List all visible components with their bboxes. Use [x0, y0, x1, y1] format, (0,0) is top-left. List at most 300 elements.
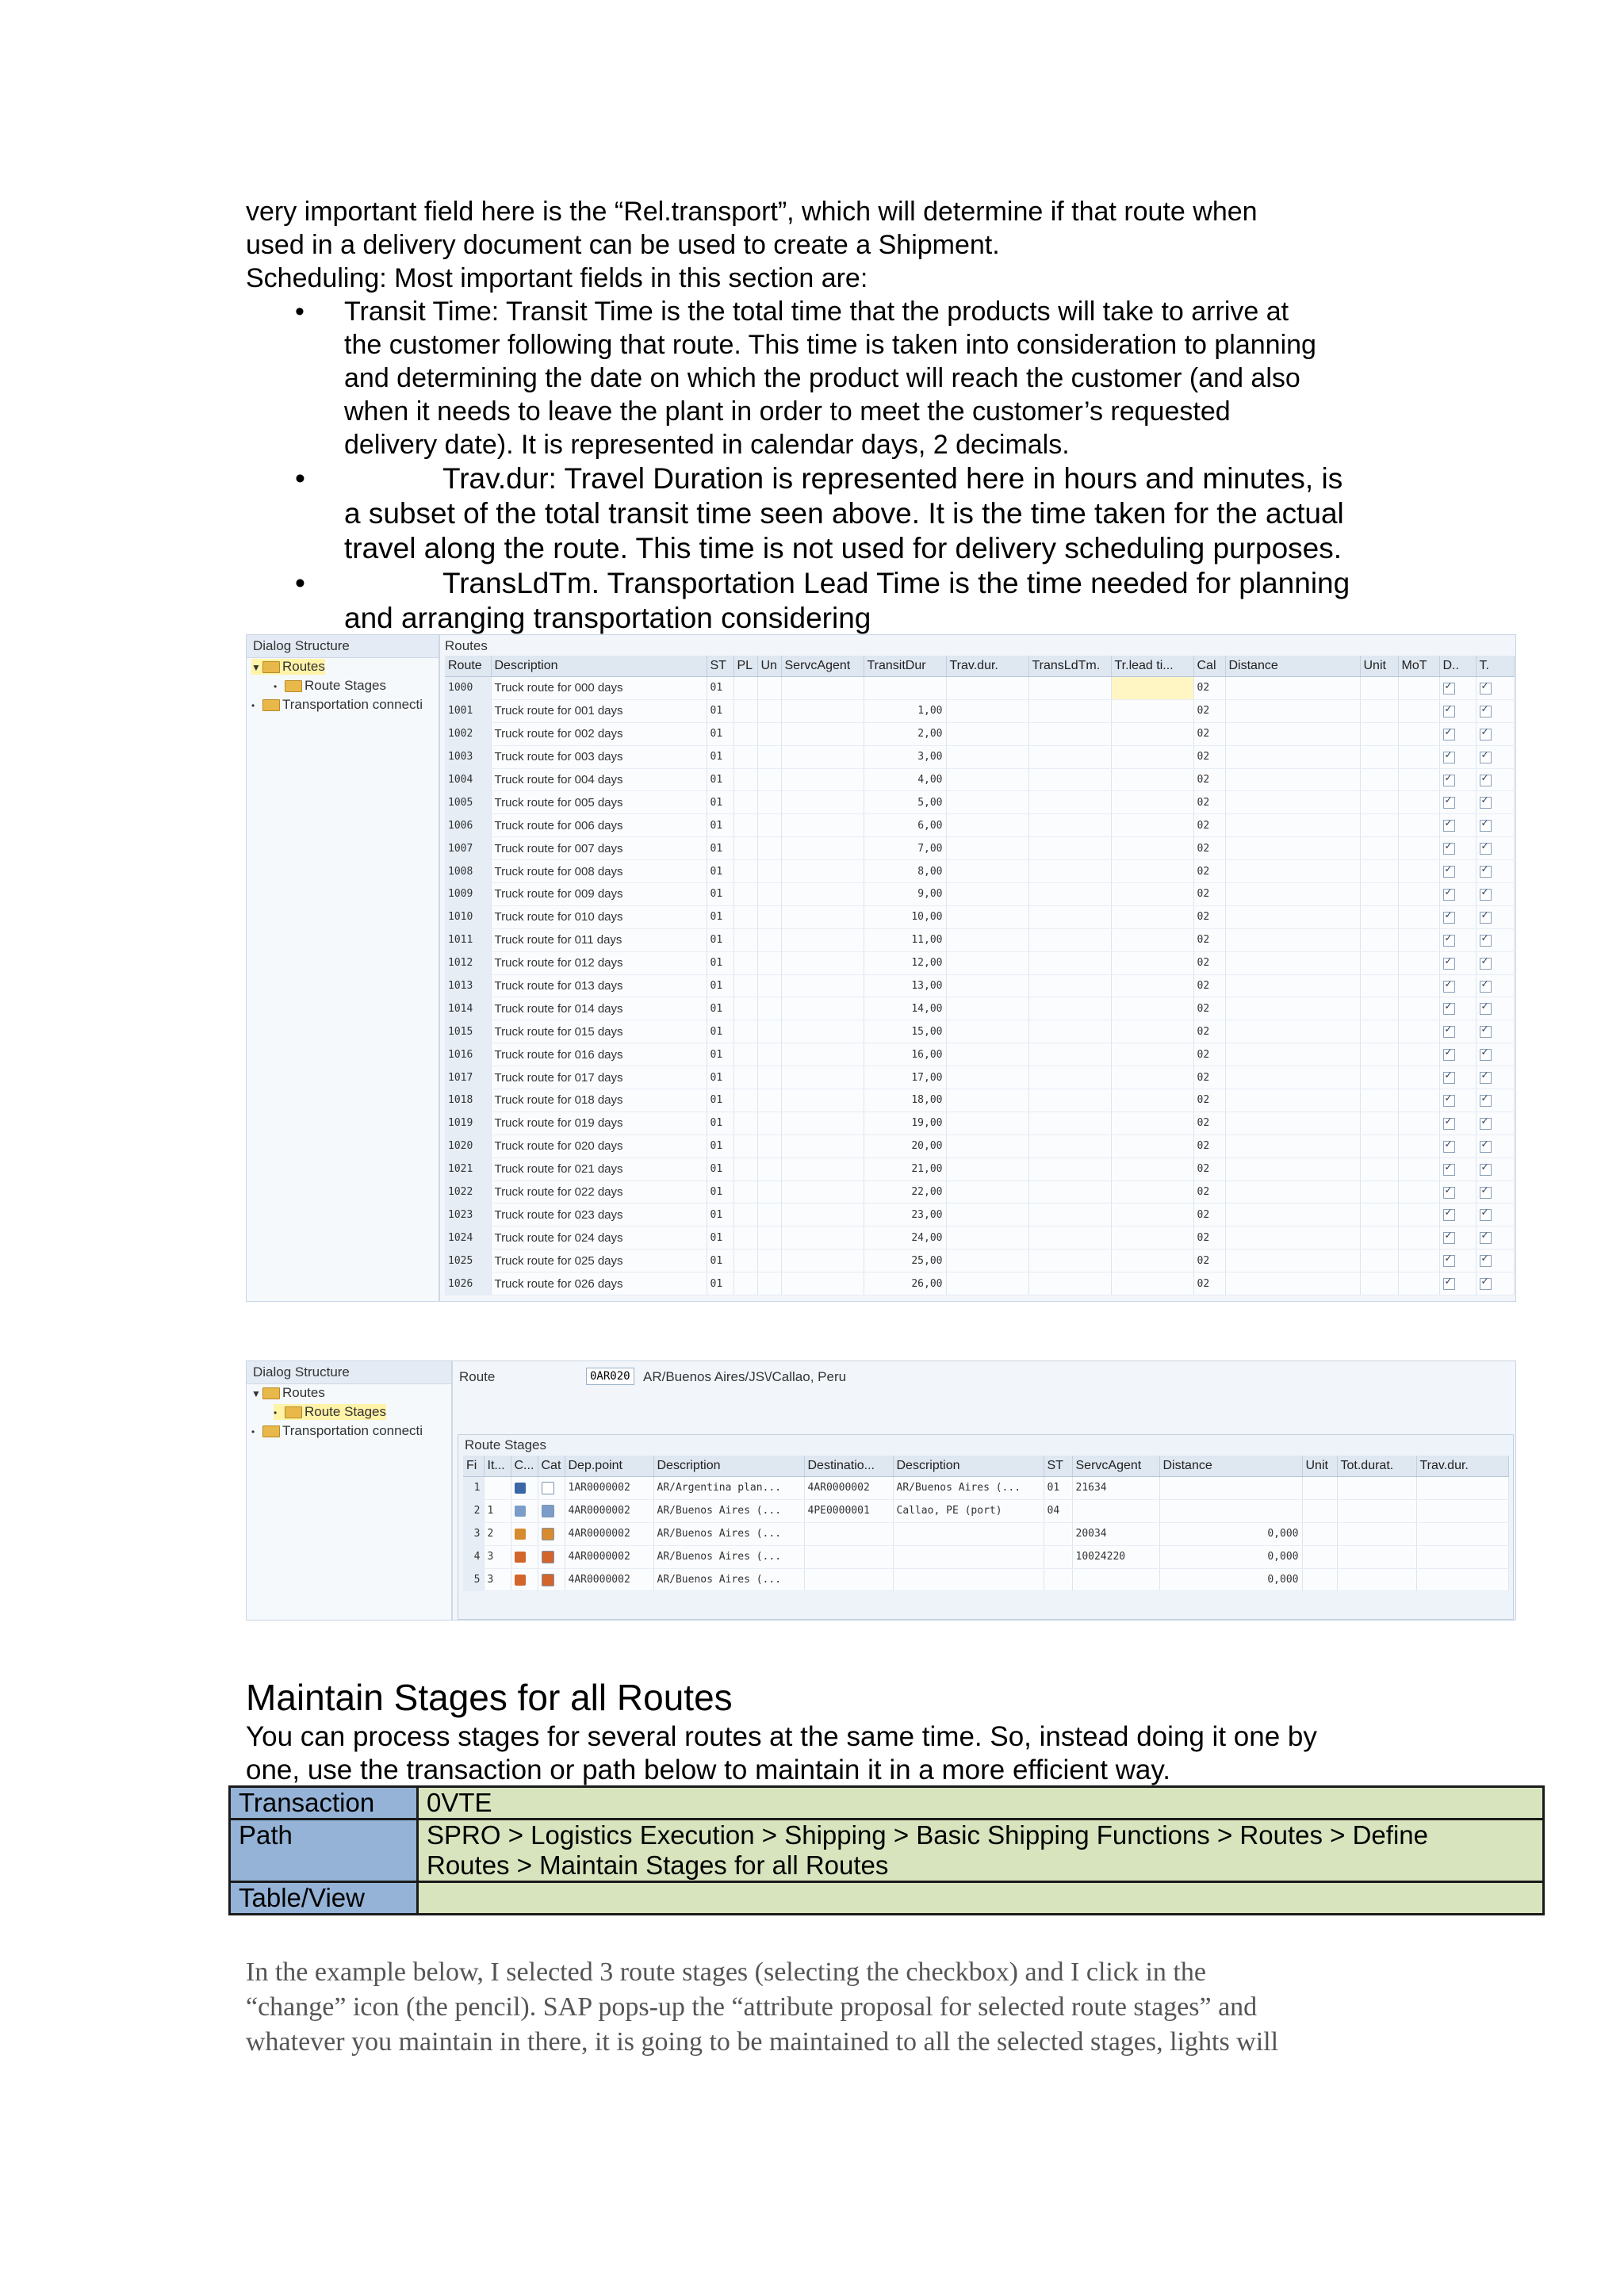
route-cell[interactable]: 1008	[445, 860, 491, 883]
pl-cell[interactable]	[733, 1043, 757, 1066]
travdur-cell[interactable]	[946, 1043, 1028, 1066]
cal-cell[interactable]: 02	[1193, 1089, 1225, 1112]
description-cell[interactable]: AR/Buenos Aires (...	[653, 1499, 804, 1522]
d-checkbox-cell[interactable]	[1439, 1112, 1476, 1135]
unit-cell[interactable]	[1360, 997, 1398, 1020]
pl-cell[interactable]	[733, 883, 757, 906]
table-row[interactable]	[445, 791, 1514, 814]
trleadtime-cell[interactable]	[1111, 1135, 1193, 1158]
servcagent-cell[interactable]	[781, 677, 864, 700]
transldtm-cell[interactable]	[1028, 814, 1111, 837]
checkbox[interactable]	[1480, 820, 1492, 832]
pl-cell[interactable]	[733, 1226, 757, 1249]
trleadtime-cell[interactable]	[1111, 1089, 1193, 1112]
destination-description-cell[interactable]: AR/Buenos Aires (...	[893, 1477, 1044, 1500]
distance-cell[interactable]	[1225, 928, 1360, 951]
unit-cell[interactable]	[1360, 905, 1398, 928]
cal-cell[interactable]: 02	[1193, 699, 1225, 722]
column-header[interactable]: D..	[1439, 656, 1476, 677]
servcagent-cell[interactable]	[781, 1181, 864, 1203]
transitdur-cell[interactable]: 2,00	[864, 722, 946, 745]
st-cell[interactable]: 01	[707, 1089, 733, 1112]
column-header[interactable]: Fi	[463, 1456, 484, 1477]
servcagent-cell[interactable]	[781, 951, 864, 974]
row-number-cell[interactable]: 2	[463, 1499, 484, 1522]
un-cell[interactable]	[757, 1158, 781, 1181]
mot-cell[interactable]	[1398, 860, 1439, 883]
un-cell[interactable]	[757, 837, 781, 860]
table-row[interactable]	[445, 1203, 1514, 1226]
t-checkbox-cell[interactable]	[1476, 745, 1514, 768]
servcagent-cell[interactable]	[1072, 1568, 1159, 1591]
distance-cell[interactable]	[1225, 1226, 1360, 1249]
un-cell[interactable]	[757, 1043, 781, 1066]
t-checkbox-cell[interactable]	[1476, 1226, 1514, 1249]
un-cell[interactable]	[757, 928, 781, 951]
st-cell[interactable]: 01	[707, 699, 733, 722]
cal-cell[interactable]: 02	[1193, 1020, 1225, 1043]
column-header[interactable]: ST	[707, 656, 733, 677]
table-row[interactable]	[445, 1158, 1514, 1181]
mot-cell[interactable]	[1398, 722, 1439, 745]
nav-item-transportation-connection[interactable]: • Transportation connecti	[251, 1423, 423, 1438]
column-header[interactable]: Unit	[1302, 1456, 1337, 1477]
description-cell[interactable]: Truck route for 008 days	[491, 860, 707, 883]
t-checkbox-cell[interactable]	[1476, 699, 1514, 722]
item-cell[interactable]: 2	[484, 1522, 511, 1545]
t-checkbox-cell[interactable]	[1476, 1181, 1514, 1203]
pl-cell[interactable]	[733, 677, 757, 700]
servcagent-cell[interactable]	[781, 722, 864, 745]
unit-cell[interactable]	[1360, 1272, 1398, 1295]
table-row[interactable]	[445, 905, 1514, 928]
t-checkbox-cell[interactable]	[1476, 951, 1514, 974]
st-cell[interactable]: 01	[707, 791, 733, 814]
d-checkbox-cell[interactable]	[1439, 1020, 1476, 1043]
servcagent-cell[interactable]	[781, 768, 864, 791]
checkbox[interactable]	[1443, 889, 1455, 901]
transldtm-cell[interactable]	[1028, 699, 1111, 722]
transldtm-cell[interactable]	[1028, 768, 1111, 791]
unit-cell[interactable]	[1360, 1089, 1398, 1112]
st-cell[interactable]: 01	[707, 1135, 733, 1158]
route-cell[interactable]: 1025	[445, 1249, 491, 1272]
route-cell[interactable]: 1024	[445, 1226, 491, 1249]
servcagent-cell[interactable]	[781, 1226, 864, 1249]
route-cell[interactable]: 1022	[445, 1181, 491, 1203]
distance-cell[interactable]: 0,000	[1159, 1545, 1302, 1568]
transitdur-cell[interactable]: 10,00	[864, 905, 946, 928]
cal-cell[interactable]: 02	[1193, 791, 1225, 814]
column-header[interactable]: Tr.lead ti...	[1111, 656, 1193, 677]
st-cell[interactable]: 01	[707, 1203, 733, 1226]
unit-cell[interactable]	[1360, 814, 1398, 837]
column-header[interactable]: ServcAgent	[1072, 1456, 1159, 1477]
description-cell[interactable]: Truck route for 020 days	[491, 1135, 707, 1158]
travdur-cell[interactable]	[946, 722, 1028, 745]
mot-cell[interactable]	[1398, 1089, 1439, 1112]
travdur-cell[interactable]	[946, 1226, 1028, 1249]
description-cell[interactable]: Truck route for 006 days	[491, 814, 707, 837]
transldtm-cell[interactable]	[1028, 1020, 1111, 1043]
d-checkbox-cell[interactable]	[1439, 837, 1476, 860]
checkbox[interactable]	[1443, 1095, 1455, 1107]
cat-cell[interactable]	[538, 1477, 565, 1500]
mot-cell[interactable]	[1398, 974, 1439, 997]
st-cell[interactable]: 01	[707, 768, 733, 791]
servcagent-cell[interactable]	[781, 1203, 864, 1226]
pl-cell[interactable]	[733, 974, 757, 997]
transitdur-cell[interactable]: 22,00	[864, 1181, 946, 1203]
travdur-cell[interactable]	[946, 1249, 1028, 1272]
transitdur-cell[interactable]: 25,00	[864, 1249, 946, 1272]
transitdur-cell[interactable]: 8,00	[864, 860, 946, 883]
t-checkbox-cell[interactable]	[1476, 814, 1514, 837]
t-checkbox-cell[interactable]	[1476, 1043, 1514, 1066]
column-header[interactable]: PL	[733, 656, 757, 677]
c-cell[interactable]	[511, 1522, 538, 1545]
route-cell[interactable]: 1017	[445, 1066, 491, 1089]
travdur-cell[interactable]	[946, 951, 1028, 974]
unit-cell[interactable]	[1360, 1158, 1398, 1181]
st-cell[interactable]	[1044, 1568, 1072, 1591]
t-checkbox-cell[interactable]	[1476, 677, 1514, 700]
table-row[interactable]	[445, 745, 1514, 768]
cal-cell[interactable]: 02	[1193, 1249, 1225, 1272]
transitdur-cell[interactable]: 7,00	[864, 837, 946, 860]
destination-description-cell[interactable]	[893, 1522, 1044, 1545]
un-cell[interactable]	[757, 699, 781, 722]
unit-cell[interactable]	[1360, 837, 1398, 860]
tot-durat-cell[interactable]	[1337, 1499, 1416, 1522]
checkbox[interactable]	[1443, 1118, 1455, 1130]
item-cell[interactable]: 1	[484, 1499, 511, 1522]
t-checkbox-cell[interactable]	[1476, 1020, 1514, 1043]
t-checkbox-cell[interactable]	[1476, 1272, 1514, 1295]
mot-cell[interactable]	[1398, 951, 1439, 974]
distance-cell[interactable]	[1225, 905, 1360, 928]
d-checkbox-cell[interactable]	[1439, 791, 1476, 814]
checkbox[interactable]	[1443, 1164, 1455, 1176]
unit-cell[interactable]	[1302, 1568, 1337, 1591]
pl-cell[interactable]	[733, 722, 757, 745]
checkbox[interactable]	[1443, 1278, 1455, 1290]
route-cell[interactable]: 1009	[445, 883, 491, 906]
t-checkbox-cell[interactable]	[1476, 997, 1514, 1020]
destination-cell[interactable]	[804, 1545, 893, 1568]
mot-cell[interactable]	[1398, 1112, 1439, 1135]
d-checkbox-cell[interactable]	[1439, 1249, 1476, 1272]
d-checkbox-cell[interactable]	[1439, 1203, 1476, 1226]
pl-cell[interactable]	[733, 951, 757, 974]
unit-cell[interactable]	[1360, 699, 1398, 722]
servcagent-cell[interactable]	[781, 745, 864, 768]
unit-cell[interactable]	[1360, 1135, 1398, 1158]
d-checkbox-cell[interactable]	[1439, 722, 1476, 745]
distance-cell[interactable]	[1225, 1066, 1360, 1089]
cat-cell[interactable]	[538, 1499, 565, 1522]
transitdur-cell[interactable]: 4,00	[864, 768, 946, 791]
servcagent-cell[interactable]	[781, 860, 864, 883]
route-cell[interactable]: 1012	[445, 951, 491, 974]
checkbox[interactable]	[1480, 866, 1492, 878]
description-cell[interactable]: Truck route for 026 days	[491, 1272, 707, 1295]
table-row[interactable]	[445, 928, 1514, 951]
d-checkbox-cell[interactable]	[1439, 1066, 1476, 1089]
un-cell[interactable]	[757, 1020, 781, 1043]
pl-cell[interactable]	[733, 1249, 757, 1272]
distance-cell[interactable]	[1225, 677, 1360, 700]
description-cell[interactable]: Truck route for 025 days	[491, 1249, 707, 1272]
description-cell[interactable]: Truck route for 005 days	[491, 791, 707, 814]
servcagent-cell[interactable]	[781, 1066, 864, 1089]
d-checkbox-cell[interactable]	[1439, 1135, 1476, 1158]
transldtm-cell[interactable]	[1028, 974, 1111, 997]
checkbox[interactable]	[1443, 820, 1455, 832]
cal-cell[interactable]: 02	[1193, 1181, 1225, 1203]
dep-point-cell[interactable]: 4AR0000002	[565, 1545, 653, 1568]
table-row[interactable]	[445, 1112, 1514, 1135]
destination-cell[interactable]	[804, 1522, 893, 1545]
checkbox[interactable]	[1480, 1164, 1492, 1176]
st-cell[interactable]: 01	[707, 860, 733, 883]
row-number-cell[interactable]: 5	[463, 1568, 484, 1591]
description-cell[interactable]: Truck route for 018 days	[491, 1089, 707, 1112]
pl-cell[interactable]	[733, 1066, 757, 1089]
transldtm-cell[interactable]	[1028, 883, 1111, 906]
mot-cell[interactable]	[1398, 1203, 1439, 1226]
t-checkbox-cell[interactable]	[1476, 768, 1514, 791]
distance-cell[interactable]	[1225, 768, 1360, 791]
unit-cell[interactable]	[1360, 860, 1398, 883]
un-cell[interactable]	[757, 1249, 781, 1272]
unit-cell[interactable]	[1360, 677, 1398, 700]
d-checkbox-cell[interactable]	[1439, 768, 1476, 791]
description-cell[interactable]: Truck route for 001 days	[491, 699, 707, 722]
unit-cell[interactable]	[1360, 1066, 1398, 1089]
st-cell[interactable]: 01	[707, 745, 733, 768]
cal-cell[interactable]: 02	[1193, 814, 1225, 837]
st-cell[interactable]: 01	[707, 997, 733, 1020]
tot-durat-cell[interactable]	[1337, 1477, 1416, 1500]
cal-cell[interactable]: 02	[1193, 722, 1225, 745]
un-cell[interactable]	[757, 1226, 781, 1249]
description-cell[interactable]: Truck route for 023 days	[491, 1203, 707, 1226]
description-cell[interactable]: Truck route for 011 days	[491, 928, 707, 951]
mot-cell[interactable]	[1398, 905, 1439, 928]
checkbox[interactable]	[1443, 981, 1455, 993]
cat-cell[interactable]	[538, 1568, 565, 1591]
description-cell[interactable]: Truck route for 007 days	[491, 837, 707, 860]
transitdur-cell[interactable]: 20,00	[864, 1135, 946, 1158]
route-cell[interactable]: 1018	[445, 1089, 491, 1112]
description-cell[interactable]: AR/Argentina plan...	[653, 1477, 804, 1500]
checkbox[interactable]	[1480, 935, 1492, 947]
travdur-cell[interactable]	[946, 1158, 1028, 1181]
trleadtime-cell[interactable]	[1111, 951, 1193, 974]
trleadtime-cell[interactable]	[1111, 1066, 1193, 1089]
cal-cell[interactable]: 02	[1193, 1226, 1225, 1249]
servcagent-cell[interactable]	[781, 905, 864, 928]
transldtm-cell[interactable]	[1028, 1089, 1111, 1112]
pl-cell[interactable]	[733, 814, 757, 837]
column-header[interactable]: C...	[511, 1456, 538, 1477]
column-header[interactable]: Trav.dur.	[946, 656, 1028, 677]
un-cell[interactable]	[757, 1272, 781, 1295]
route-cell[interactable]: 1000	[445, 677, 491, 700]
distance-cell[interactable]	[1159, 1477, 1302, 1500]
route-cell[interactable]: 1011	[445, 928, 491, 951]
mot-cell[interactable]	[1398, 1272, 1439, 1295]
trav-dur-cell[interactable]	[1416, 1545, 1508, 1568]
t-checkbox-cell[interactable]	[1476, 1249, 1514, 1272]
checkbox[interactable]	[1480, 1072, 1492, 1084]
description-cell[interactable]: Truck route for 013 days	[491, 974, 707, 997]
pl-cell[interactable]	[733, 997, 757, 1020]
transldtm-cell[interactable]	[1028, 951, 1111, 974]
trleadtime-cell[interactable]	[1111, 814, 1193, 837]
transitdur-cell[interactable]: 18,00	[864, 1089, 946, 1112]
description-cell[interactable]: AR/Buenos Aires (...	[653, 1545, 804, 1568]
item-cell[interactable]	[484, 1477, 511, 1500]
tot-durat-cell[interactable]	[1337, 1522, 1416, 1545]
servcagent-cell[interactable]	[781, 1043, 864, 1066]
column-header[interactable]: ServcAgent	[781, 656, 864, 677]
cal-cell[interactable]: 02	[1193, 768, 1225, 791]
transldtm-cell[interactable]	[1028, 997, 1111, 1020]
transldtm-cell[interactable]	[1028, 1181, 1111, 1203]
pl-cell[interactable]	[733, 791, 757, 814]
un-cell[interactable]	[757, 1203, 781, 1226]
transldtm-cell[interactable]	[1028, 722, 1111, 745]
mot-cell[interactable]	[1398, 791, 1439, 814]
st-cell[interactable]: 01	[707, 722, 733, 745]
table-row[interactable]	[445, 1249, 1514, 1272]
travdur-cell[interactable]	[946, 1020, 1028, 1043]
travdur-cell[interactable]	[946, 997, 1028, 1020]
unit-cell[interactable]	[1360, 1020, 1398, 1043]
checkbox[interactable]	[1443, 912, 1455, 924]
transldtm-cell[interactable]	[1028, 745, 1111, 768]
destination-cell[interactable]: 4AR0000002	[804, 1477, 893, 1500]
description-cell[interactable]: Truck route for 003 days	[491, 745, 707, 768]
t-checkbox-cell[interactable]	[1476, 722, 1514, 745]
st-cell[interactable]: 01	[707, 814, 733, 837]
st-cell[interactable]: 01	[707, 1020, 733, 1043]
servcagent-cell[interactable]	[781, 1249, 864, 1272]
d-checkbox-cell[interactable]	[1439, 974, 1476, 997]
mot-cell[interactable]	[1398, 699, 1439, 722]
mot-cell[interactable]	[1398, 1226, 1439, 1249]
travdur-cell[interactable]	[946, 768, 1028, 791]
distance-cell[interactable]: 0,000	[1159, 1568, 1302, 1591]
destination-description-cell[interactable]	[893, 1568, 1044, 1591]
description-cell[interactable]: Truck route for 002 days	[491, 722, 707, 745]
unit-cell[interactable]	[1360, 928, 1398, 951]
t-checkbox-cell[interactable]	[1476, 1135, 1514, 1158]
mot-cell[interactable]	[1398, 1135, 1439, 1158]
unit-cell[interactable]	[1302, 1477, 1337, 1500]
distance-cell[interactable]	[1225, 1135, 1360, 1158]
checkbox[interactable]	[1443, 1209, 1455, 1221]
checkbox[interactable]	[1443, 1072, 1455, 1084]
pl-cell[interactable]	[733, 1272, 757, 1295]
unit-cell[interactable]	[1360, 1181, 1398, 1203]
cal-cell[interactable]: 02	[1193, 997, 1225, 1020]
cal-cell[interactable]: 02	[1193, 883, 1225, 906]
travdur-cell[interactable]	[946, 883, 1028, 906]
un-cell[interactable]	[757, 951, 781, 974]
transitdur-cell[interactable]: 1,00	[864, 699, 946, 722]
transldtm-cell[interactable]	[1028, 905, 1111, 928]
st-cell[interactable]: 01	[707, 974, 733, 997]
mot-cell[interactable]	[1398, 1043, 1439, 1066]
travdur-cell[interactable]	[946, 1203, 1028, 1226]
transldtm-cell[interactable]	[1028, 1249, 1111, 1272]
column-header[interactable]: Destinatio...	[804, 1456, 893, 1477]
checkbox[interactable]	[1480, 1141, 1492, 1153]
servcagent-cell[interactable]: 20034	[1072, 1522, 1159, 1545]
mot-cell[interactable]	[1398, 997, 1439, 1020]
transldtm-cell[interactable]	[1028, 1203, 1111, 1226]
transldtm-cell[interactable]	[1028, 1226, 1111, 1249]
travdur-cell[interactable]	[946, 791, 1028, 814]
t-checkbox-cell[interactable]	[1476, 1158, 1514, 1181]
table-row[interactable]	[445, 837, 1514, 860]
transitdur-cell[interactable]: 14,00	[864, 997, 946, 1020]
st-cell[interactable]: 01	[707, 1066, 733, 1089]
st-cell[interactable]: 01	[707, 1226, 733, 1249]
transitdur-cell[interactable]: 6,00	[864, 814, 946, 837]
transitdur-cell[interactable]: 26,00	[864, 1272, 946, 1295]
checkbox[interactable]	[1480, 797, 1492, 809]
un-cell[interactable]	[757, 1112, 781, 1135]
checkbox[interactable]	[1480, 981, 1492, 993]
st-cell[interactable]: 01	[707, 1112, 733, 1135]
description-cell[interactable]: Truck route for 012 days	[491, 951, 707, 974]
description-cell[interactable]: Truck route for 014 days	[491, 997, 707, 1020]
pl-cell[interactable]	[733, 837, 757, 860]
pl-cell[interactable]	[733, 928, 757, 951]
description-cell[interactable]: Truck route for 015 days	[491, 1020, 707, 1043]
mot-cell[interactable]	[1398, 837, 1439, 860]
trleadtime-cell[interactable]	[1111, 1249, 1193, 1272]
checkbox[interactable]	[1480, 1026, 1492, 1038]
d-checkbox-cell[interactable]	[1439, 1181, 1476, 1203]
unit-cell[interactable]	[1360, 722, 1398, 745]
trleadtime-cell[interactable]	[1111, 791, 1193, 814]
cal-cell[interactable]: 02	[1193, 860, 1225, 883]
column-header[interactable]: ST	[1044, 1456, 1072, 1477]
route-cell[interactable]: 1010	[445, 905, 491, 928]
st-cell[interactable]: 01	[707, 883, 733, 906]
un-cell[interactable]	[757, 974, 781, 997]
d-checkbox-cell[interactable]	[1439, 905, 1476, 928]
checkbox[interactable]	[1443, 775, 1455, 786]
d-checkbox-cell[interactable]	[1439, 814, 1476, 837]
transitdur-cell[interactable]: 23,00	[864, 1203, 946, 1226]
mot-cell[interactable]	[1398, 1158, 1439, 1181]
route-cell[interactable]: 1020	[445, 1135, 491, 1158]
table-row[interactable]	[463, 1568, 1508, 1591]
checkbox[interactable]	[1480, 1255, 1492, 1267]
cal-cell[interactable]: 02	[1193, 928, 1225, 951]
route-cell[interactable]: 1001	[445, 699, 491, 722]
checkbox[interactable]	[1443, 1255, 1455, 1267]
cal-cell[interactable]: 02	[1193, 1066, 1225, 1089]
mot-cell[interactable]	[1398, 1181, 1439, 1203]
destination-description-cell[interactable]: Callao, PE (port)	[893, 1499, 1044, 1522]
